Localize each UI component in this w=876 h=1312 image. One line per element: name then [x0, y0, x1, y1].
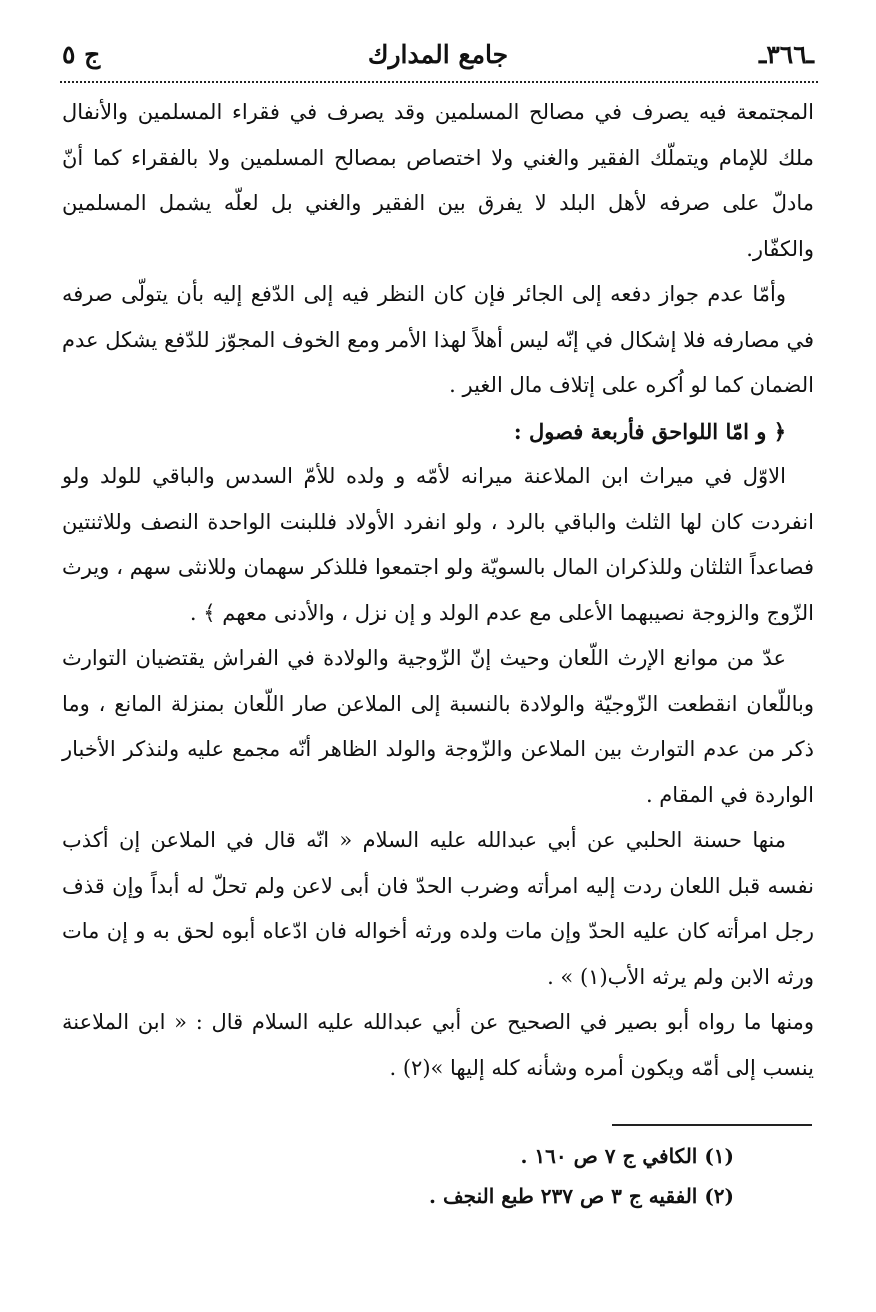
paragraph-2: وأمّا عدم جواز دفعه إلى الجائر فإن كان النظر فيه إلى الدّفع إليه بأن يتولّى صرفه في مصارفه فلا إشكال في إنّه ليس أهلاً لهذا الأمر ومع الخوف المجوّز للدّفع يشكل عدم الضمان كما لو اُكره على إتلاف مال الغير . — [62, 282, 814, 397]
paragraph-6: ومنها ما رواه أبو بصير في الصحيح عن أبي عبدالله عليه السلام قال : « ابن الملاعنة ينسب إلى أمّه ويكون أمره وشأنه كله إليها »(٢) . — [62, 1010, 814, 1080]
paragraph-5: منها حسنة الحلبي عن أبي عبدالله عليه السلام « انّه قال في الملاعن إن أكذب نفسه قبل اللعان ردت إليه امرأته وضرب الحدّ فان أبى لاعن ولم تحلّ له أبداً وإن قذف رجل امرأته كان عليه الحدّ وإن مات ولده ورثه أخواله فان ادّعاه أبوه لحق به و إن مات ورثه الابن ولم يرثه الأب(١) » . — [62, 828, 814, 989]
page-number: ـ٣٦٦ـ — [759, 39, 814, 69]
paragraph-4: عدّ من موانع الإرث اللّعان وحيث إنّ الزّوجية والولادة في الفراش يقتضيان التوارث وباللّعان انقطعت الزّوجيّة والولادة بالنسبة إلى الملاعن صار اللّعان بمنزلة المانع ، وما ذكر من عدم التوارث بين الملاعن والزّوجة والولد الظاهر أنّه مجمع عليه ولنذكر الأخبار الواردة في المقام . — [62, 646, 814, 807]
main-text — [62, 90, 814, 1091]
paragraph-3: الاوّل في ميراث ابن الملاعنة ميرانه لأمّه و ولده للأمّ السدس والباقي للولد ولو انفردت كان لها الثلث والباقي بالرد ، ولو انفرد الأولاد فللبنت الواحدة النصف وللاثنتين فصاعداً الثلثان وللذكران المال بالسويّة ولو اجتمعوا فللذكر سهمان وللانثى سهم ، ويرث الزّوج والزوجة نصيبهما الأعلى مع عدم الولد و إن نزل ، والأدنى معهم ﴾ . — [62, 464, 814, 625]
book-title: جامع المدارك — [367, 39, 509, 69]
volume-number: ج ٥ — [62, 39, 101, 69]
footnotes — [62, 1136, 734, 1216]
page-header — [62, 30, 814, 78]
header-divider — [60, 81, 818, 83]
paragraph-1: المجتمعة فيه يصرف في مصالح المسلمين وقد يصرف في فقراء المسلمين والأنفال ملك للإمام ويتملّك الفقير والغني ولا اختصاص بمصالح المسلمين ولا بالفقراء كما أنّ مادلّ على صرفه لأهل البلد لا يفرق بين الفقير والغني بل لعلّه يشمل المسلمين والكفّار. — [62, 100, 814, 261]
footnote-2: (٢) الفقيه ج ٣ ص ٢٣٧ طبع النجف . — [429, 1184, 734, 1208]
footnote-divider — [612, 1124, 812, 1126]
section-heading: ﴿ و امّا اللواحق فأربعة فصول : — [513, 418, 786, 444]
footnote-1: (١) الكافي ج ٧ ص ١٦٠ . — [520, 1144, 734, 1168]
